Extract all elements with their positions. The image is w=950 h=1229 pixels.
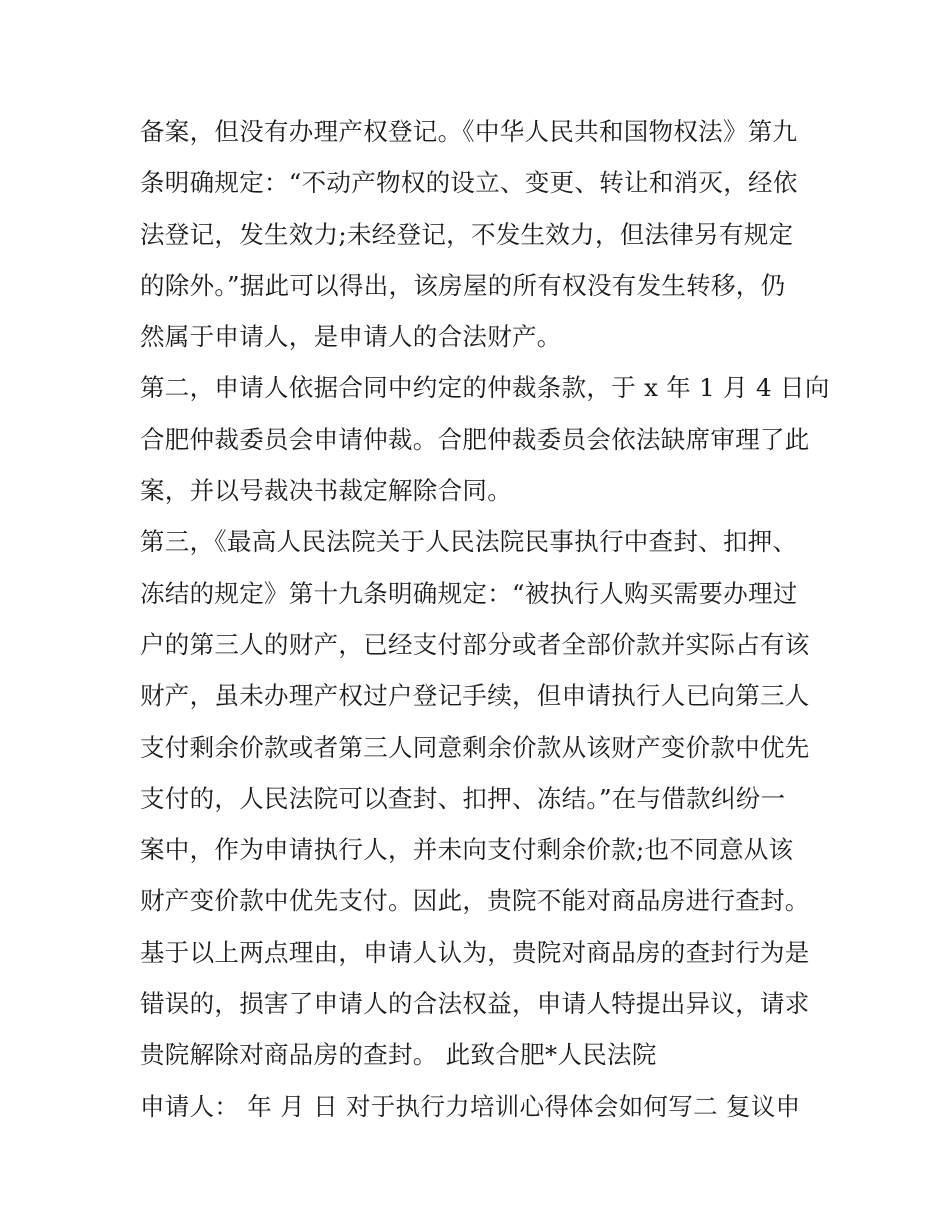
text-line: 第二，申请人依据合同中约定的仲裁条款，于 x 年 1 月 4 日向 bbox=[140, 373, 830, 403]
text-line: 贵院解除对商品房的查封。 此致合肥*人民法院 bbox=[140, 1040, 657, 1070]
text-line: 合肥仲裁委员会申请仲裁。合肥仲裁委员会依法缺席审理了此 bbox=[140, 424, 810, 454]
text-line: 财产，虽未办理产权过户登记手续，但申请执行人已向第三人 bbox=[140, 681, 810, 711]
text-line: 条明确规定：“不动产物权的设立、变更、转让和消灭，经依 bbox=[140, 168, 798, 198]
text-line: 第三，《最高人民法院关于人民法院民事执行中查封、扣押、 bbox=[140, 527, 798, 557]
text-line: 案中，作为申请执行人，并未向支付剩余价款;也不同意从该 bbox=[140, 835, 794, 865]
text-line: 备案，但没有办理产权登记。《中华人民共和国物权法》第九 bbox=[140, 117, 798, 146]
text-line: 冻结的规定》第十九条明确规定：“被执行人购买需要办理过 bbox=[140, 578, 798, 608]
document-body bbox=[140, 106, 830, 1132]
text-line: 财产变价款中优先支付。因此，贵院不能对商品房进行查封。 bbox=[140, 886, 810, 916]
text-line: 基于以上两点理由，申请人认为，贵院对商品房的查封行为是 bbox=[140, 937, 810, 967]
text-line: 法登记，发生效力;未经登记，不发生效力，但法律另有规定 bbox=[140, 219, 794, 249]
text-line: 的除外。”据此可以得出，该房屋的所有权没有发生转移，仍 bbox=[140, 270, 786, 300]
text-line: 户的第三人的财产，已经支付部分或者全部价款并实际占有该 bbox=[140, 629, 810, 659]
text-line: 支付的，人民法院可以查封、扣押、冻结。”在与借款纠纷一 bbox=[140, 783, 786, 813]
text-line: 案，并以号裁决书裁定解除合同。 bbox=[140, 476, 512, 506]
text-line: 错误的，损害了申请人的合法权益，申请人特提出异议，请求 bbox=[140, 989, 810, 1019]
text-line: 然属于申请人，是申请人的合法财产。 bbox=[140, 322, 562, 352]
text-line: 支付剩余价款或者第三人同意剩余价款从该财产变价款中优先 bbox=[140, 732, 810, 762]
text-line: 申请人： 年 月 日 对于执行力培训心得体会如何写二 复议申 bbox=[140, 1091, 801, 1121]
